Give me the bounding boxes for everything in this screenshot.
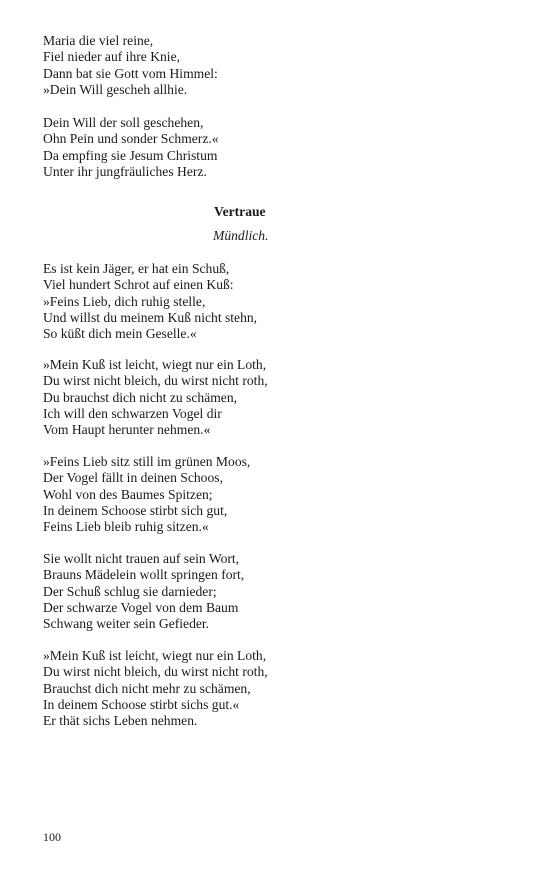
verse-line: Ohn Pein und sonder Schmerz.«	[43, 131, 219, 147]
page-number: 100	[43, 830, 61, 844]
verse-line: Viel hundert Schrot auf einen Kuß:	[43, 277, 234, 293]
verse-line: In deinem Schoose stirbt sich gut,	[43, 502, 228, 518]
verse-line: Du brauchst dich nicht zu schämen,	[43, 389, 238, 405]
verse-line: Sie wollt nicht trauen auf sein Wort,	[43, 551, 240, 566]
poem-stanza-2	[43, 357, 268, 438]
verse-line: Feins Lieb bleib ruhig sitzen.«	[43, 519, 209, 535]
poem-stanza-1	[43, 261, 257, 342]
poem-title: Vertraue	[214, 204, 266, 219]
verse-line: So küßt dich mein Geselle.«	[43, 326, 197, 342]
verse-line: Es ist kein Jäger, er hat ein Schuß,	[43, 261, 230, 276]
verse-line: Der Schuß schlug sie darnieder;	[43, 583, 217, 599]
verse-line: Der schwarze Vogel von dem Baum	[43, 599, 239, 615]
verse-line: Maria die viel reine,	[43, 33, 154, 48]
verse-line: Fiel nieder auf ihre Knie,	[43, 49, 181, 65]
verse-line: Wohl von des Baumes Spitzen;	[43, 486, 213, 502]
verse-line: Er thät sichs Leben nehmen.	[43, 713, 198, 729]
verse-line: Du wirst nicht bleich, du wirst nicht roth,	[43, 664, 268, 680]
verse-line: »Feins Lieb sitz still im grünen Moos,	[43, 454, 251, 469]
verse-line: Du wirst nicht bleich, du wirst nicht roth,	[43, 373, 268, 389]
verse-line: Vom Haupt herunter nehmen.«	[43, 422, 211, 438]
verse-line: Ich will den schwarzen Vogel dir	[43, 405, 222, 421]
previous-poem-stanza-1	[43, 33, 218, 98]
verse-line: »Mein Kuß ist leicht, wiegt nur ein Loth,	[43, 357, 267, 372]
verse-line: »Feins Lieb, dich ruhig stelle,	[43, 293, 206, 309]
previous-poem-stanza-2	[43, 115, 219, 180]
verse-line: Und willst du meinem Kuß nicht stehn,	[43, 309, 258, 325]
poem-stanza-3	[43, 454, 250, 535]
verse-line: Brauns Mädelein wollt springen fort,	[43, 567, 245, 583]
verse-line: Schwang weiter sein Gefieder.	[43, 616, 210, 632]
verse-line: Dein Will der soll geschehen,	[43, 115, 204, 130]
verse-line: »Mein Kuß ist leicht, wiegt nur ein Loth,	[43, 648, 267, 663]
poem-source: Mündlich.	[213, 228, 269, 243]
verse-line: Unter ihr jungfräuliches Herz.	[43, 163, 207, 179]
verse-line: In deinem Schoose stirbt sichs gut.«	[43, 696, 240, 712]
verse-line: Dann bat sie Gott vom Himmel:	[43, 65, 218, 81]
verse-line: Brauchst dich nicht mehr zu schämen,	[43, 680, 251, 696]
verse-line: Der Vogel fällt in deinen Schoos,	[43, 470, 223, 486]
poem-stanza-4	[43, 551, 244, 632]
verse-line: Da empfing sie Jesum Christum	[43, 147, 218, 163]
poem-stanza-5	[43, 648, 268, 729]
verse-line: »Dein Will gescheh allhie.	[43, 81, 188, 97]
